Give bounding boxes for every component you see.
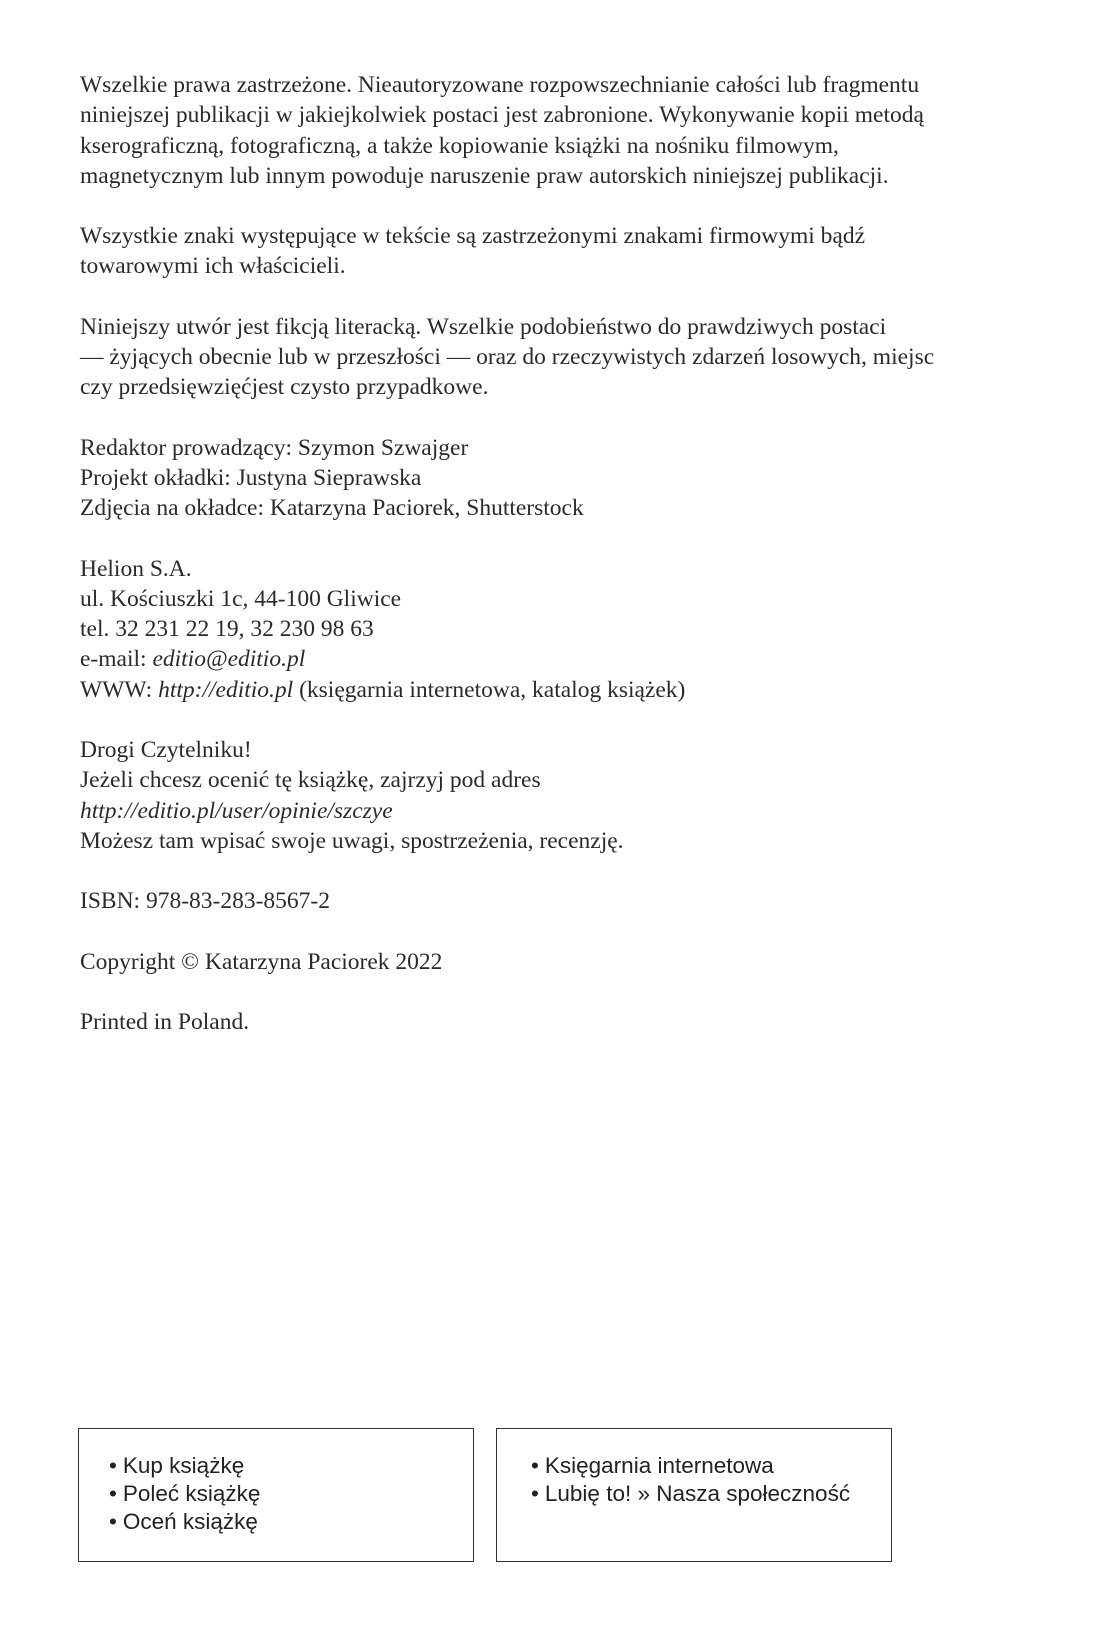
publisher-address: ul. Kościuszki 1c, 44-100 Gliwice [80, 585, 402, 612]
publisher-info [80, 554, 1020, 705]
review-url-link[interactable]: http://editio.pl/user/opinie/szczye [80, 797, 393, 824]
copyright-notice-line: magnetycznym lub innym powoduje naruszenie praw autorskich niniejszej publikacji. [80, 162, 889, 189]
publisher-www-line [80, 675, 1020, 705]
cover-photo-credit: Zdjęcia na okładce: Katarzyna Paciorek, Shutterstock [80, 495, 584, 522]
rate-book-link[interactable]: • Oceń książkę [109, 1508, 260, 1536]
fiction-notice-line: czy przedsięwzięćjest czysto przypadkowe. [80, 374, 489, 401]
credits [80, 433, 1020, 524]
cover-design-credit: Projekt okładki: Justyna Sieprawska [80, 464, 422, 491]
isbn [80, 886, 1020, 916]
email-link[interactable]: editio@editio.pl [152, 646, 306, 673]
recommend-book-link[interactable]: • Poleć książkę [109, 1480, 260, 1508]
printed-in-text: Printed in Poland. [80, 1008, 250, 1035]
book-actions-box [78, 1428, 474, 1562]
reader-note-line: Jeżeli chcesz ocenić tę książkę, zajrzyj pod adres [80, 767, 541, 794]
buy-book-link[interactable]: • Kup książkę [109, 1452, 260, 1480]
copyright [80, 947, 1020, 977]
fiction-notice-line: — żyjących obecnie lub w przeszłości — oraz do rzeczywistych zdarzeń losowych, miejsc [80, 344, 935, 371]
reader-greeting: Drogi Czytelniku! [80, 737, 252, 764]
fiction-notice-line: Niniejszy utwór jest fikcją literacką. Wszelkie podobieństwo do prawdziwych postaci [80, 313, 887, 340]
imprint-page [80, 70, 1020, 1067]
publisher-phone: tel. 32 231 22 19, 32 230 98 63 [80, 616, 374, 643]
copyright-notice-line: niniejszej publikacji w jakiejkolwiek postaci jest zabronione. Wykonywanie kopii metodą [80, 102, 924, 129]
community-link[interactable]: • Lubię to! » Nasza społeczność [531, 1480, 850, 1508]
store-links-list [531, 1452, 850, 1508]
isbn-text: ISBN: 978-83-283-8567-2 [80, 888, 330, 915]
reader-note [80, 735, 1020, 856]
trademark-notice-line: Wszystkie znaki występujące w tekście są zastrzeżonymi znakami firmowymi bądź [80, 223, 866, 250]
publisher-name: Helion S.A. [80, 555, 192, 582]
printed-in [80, 1007, 1020, 1037]
email-label: e-mail: [80, 646, 153, 673]
publisher-email-line [80, 644, 1020, 674]
fiction-notice [80, 312, 1020, 403]
reader-note-line: Możesz tam wpisać swoje uwagi, spostrzeżenia, recenzję. [80, 827, 624, 854]
www-note: (księgarnia internetowa, katalog książek) [293, 676, 686, 703]
www-link[interactable]: http://editio.pl [158, 676, 294, 703]
editor-credit: Redaktor prowadzący: Szymon Szwajger [80, 434, 469, 461]
www-label: WWW: [80, 676, 159, 703]
trademark-notice-line: towarowymi ich właścicieli. [80, 253, 346, 280]
copyright-notice [80, 70, 1020, 191]
copyright-text: Copyright © Katarzyna Paciorek 2022 [80, 948, 443, 975]
book-actions-list [109, 1452, 260, 1536]
store-links-box [496, 1428, 892, 1562]
trademark-notice [80, 221, 1020, 282]
copyright-notice-line: Wszelkie prawa zastrzeżone. Nieautoryzowane rozpowszechnianie całości lub fragmentu [80, 72, 920, 98]
online-bookstore-link[interactable]: • Księgarnia internetowa [531, 1452, 850, 1480]
copyright-notice-line: kserograficzną, fotograficzną, a także kopiowanie książki na nośniku filmowym, [80, 132, 839, 159]
